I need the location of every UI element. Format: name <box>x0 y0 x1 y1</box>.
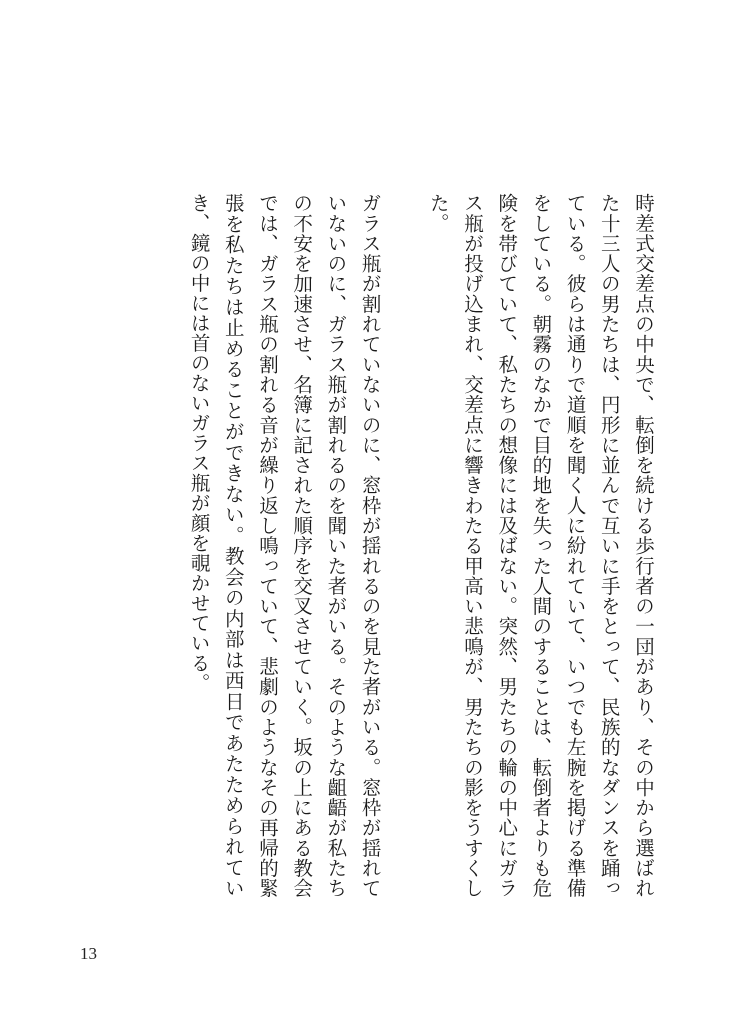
paragraph-1: 時差式交差点の中央で、転倒を続ける歩行者の一団があり、その中から選ばれた十三人の男たちは、円形に並んで互いに手をとって、民族的なダンスを踊っている。彼らは通りで道順を聞く人に紛れていて、いつでも左腕を掲げる準備をしている。朝霧のなかで目的地を失った人間のすることは、転倒者よりも危険を帯びていて、私たちの想像には及ばない。突然、男たちの輪の中心にガラス瓶が投げ込まれ、交差点に響きわたる甲高い悲鳴が、男たちの影をうすくした。 <box>426 193 655 898</box>
page-number: 13 <box>80 944 97 963</box>
vertical-text-block <box>187 193 660 898</box>
paragraph-2: ガラス瓶が割れていないのに、窓枠が揺れるのを見た者がいる。窓枠が揺れていないのに、ガラス瓶が割れるのを聞いた者がいる。そのような齟齬が私たちの不安を加速させ、名簿に記された順序を交叉させていく。坂の上にある教会では、ガラス瓶の割れる音が繰り返し鳴っていて、悲劇のようなその再帰的緊張を私たちは止めることができない。教会の内部は西日であたためられていき、鏡の中には首のないガラス瓶が顔を覗かせている。 <box>187 193 382 898</box>
